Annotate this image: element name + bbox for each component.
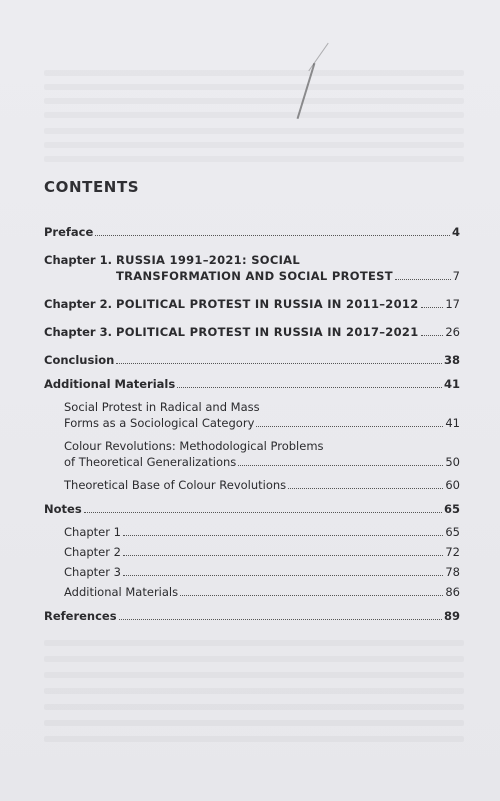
pencil-mark — [308, 43, 328, 71]
toc-entry-conclusion[interactable] — [44, 352, 460, 368]
toc-label: References — [44, 609, 117, 623]
toc-entry-chapter-2[interactable] — [44, 296, 460, 312]
toc-entry-preface[interactable] — [44, 224, 460, 240]
toc-page-number: 89 — [443, 609, 460, 623]
toc-entry-social-protest[interactable] — [64, 399, 460, 431]
dot-leader — [119, 619, 442, 620]
dot-leader — [123, 555, 443, 556]
toc-page-number: 26 — [445, 325, 460, 339]
toc-page-number: 78 — [445, 565, 460, 579]
bleed-through-line — [44, 704, 464, 710]
dot-leader — [421, 335, 444, 336]
bleed-through-line — [44, 142, 464, 148]
toc-label: Preface — [44, 225, 94, 239]
toc-entry-notes-chapter-2[interactable] — [64, 544, 460, 560]
contents-heading: CONTENTS — [44, 178, 140, 196]
chapter-number: Chapter 2. — [44, 297, 112, 311]
bleed-through-line — [44, 84, 464, 90]
toc-entry-additional-materials[interactable] — [44, 376, 460, 392]
table-of-contents — [44, 224, 460, 631]
toc-entry-notes-chapter-3[interactable] — [64, 564, 460, 580]
toc-entry-chapter-3[interactable] — [44, 324, 460, 340]
bleed-through-line — [44, 688, 464, 694]
toc-label-line: of Theoretical Generalizations — [64, 455, 237, 469]
toc-label-line: Forms as a Sociological Category — [64, 416, 255, 430]
chapter-title-line: TRANSFORMATION AND SOCIAL PROTEST — [116, 269, 393, 283]
bleed-through-line — [44, 156, 464, 162]
toc-page-number: 72 — [445, 545, 460, 559]
toc-label: Additional Materials — [44, 377, 176, 391]
toc-label: Chapter 3 — [64, 565, 121, 579]
dot-leader — [116, 363, 442, 364]
toc-label: Chapter 2 — [64, 545, 121, 559]
toc-entry-notes-chapter-1[interactable] — [64, 524, 460, 540]
toc-page-number: 41 — [445, 416, 460, 430]
bleed-through-line — [44, 672, 464, 678]
bleed-through-line — [44, 640, 464, 646]
bleed-through-line — [44, 736, 464, 742]
toc-entry-references[interactable] — [44, 608, 460, 624]
toc-label: Additional Materials — [64, 585, 179, 599]
toc-label: Notes — [44, 502, 82, 516]
toc-entry-notes[interactable] — [44, 501, 460, 517]
chapter-number: Chapter 3. — [44, 325, 112, 339]
dot-leader — [180, 595, 443, 596]
dot-leader — [238, 465, 443, 466]
dot-leader — [256, 426, 443, 427]
dot-leader — [123, 535, 443, 536]
chapter-number: Chapter 1. — [44, 253, 112, 267]
bleed-through-line — [44, 128, 464, 134]
bleed-through-line — [44, 98, 464, 104]
toc-label: Theoretical Base of Colour Revolutions — [64, 478, 287, 492]
dot-leader — [123, 575, 443, 576]
toc-entry-chapter-1[interactable] — [44, 252, 460, 284]
toc-entry-theoretical-base[interactable] — [64, 477, 460, 493]
toc-page-number: 65 — [445, 525, 460, 539]
toc-entry-colour-revolutions[interactable] — [64, 438, 460, 470]
bleed-through-line — [44, 70, 464, 76]
bleed-through-line — [44, 720, 464, 726]
toc-page-number: 60 — [445, 478, 460, 492]
toc-label: Chapter 1 — [64, 525, 121, 539]
toc-page-number: 86 — [445, 585, 460, 599]
toc-page-number: 41 — [443, 377, 460, 391]
dot-leader — [84, 512, 442, 513]
toc-page-number: 17 — [445, 297, 460, 311]
bleed-through-line — [44, 656, 464, 662]
dot-leader — [421, 307, 444, 308]
toc-label: Conclusion — [44, 353, 115, 367]
toc-page-number: 4 — [451, 225, 460, 239]
toc-label-line: Social Protest in Radical and Mass — [64, 400, 260, 414]
toc-page-number: 50 — [445, 455, 460, 469]
toc-entry-notes-additional-materials[interactable] — [64, 584, 460, 600]
dot-leader — [288, 488, 443, 489]
dot-leader — [95, 235, 450, 236]
bleed-through-line — [44, 112, 464, 118]
toc-label-line: Colour Revolutions: Methodological Problems — [64, 439, 324, 453]
chapter-title-line: RUSSIA 1991–2021: SOCIAL — [116, 253, 300, 267]
dot-leader — [395, 279, 451, 280]
dot-leader — [177, 387, 442, 388]
chapter-title: POLITICAL PROTEST IN RUSSIA IN 2011–2012 — [116, 297, 419, 311]
toc-page-number: 65 — [443, 502, 460, 516]
toc-page-number: 38 — [443, 353, 460, 367]
chapter-title: POLITICAL PROTEST IN RUSSIA IN 2017–2021 — [116, 325, 419, 339]
toc-page-number: 7 — [452, 269, 460, 283]
